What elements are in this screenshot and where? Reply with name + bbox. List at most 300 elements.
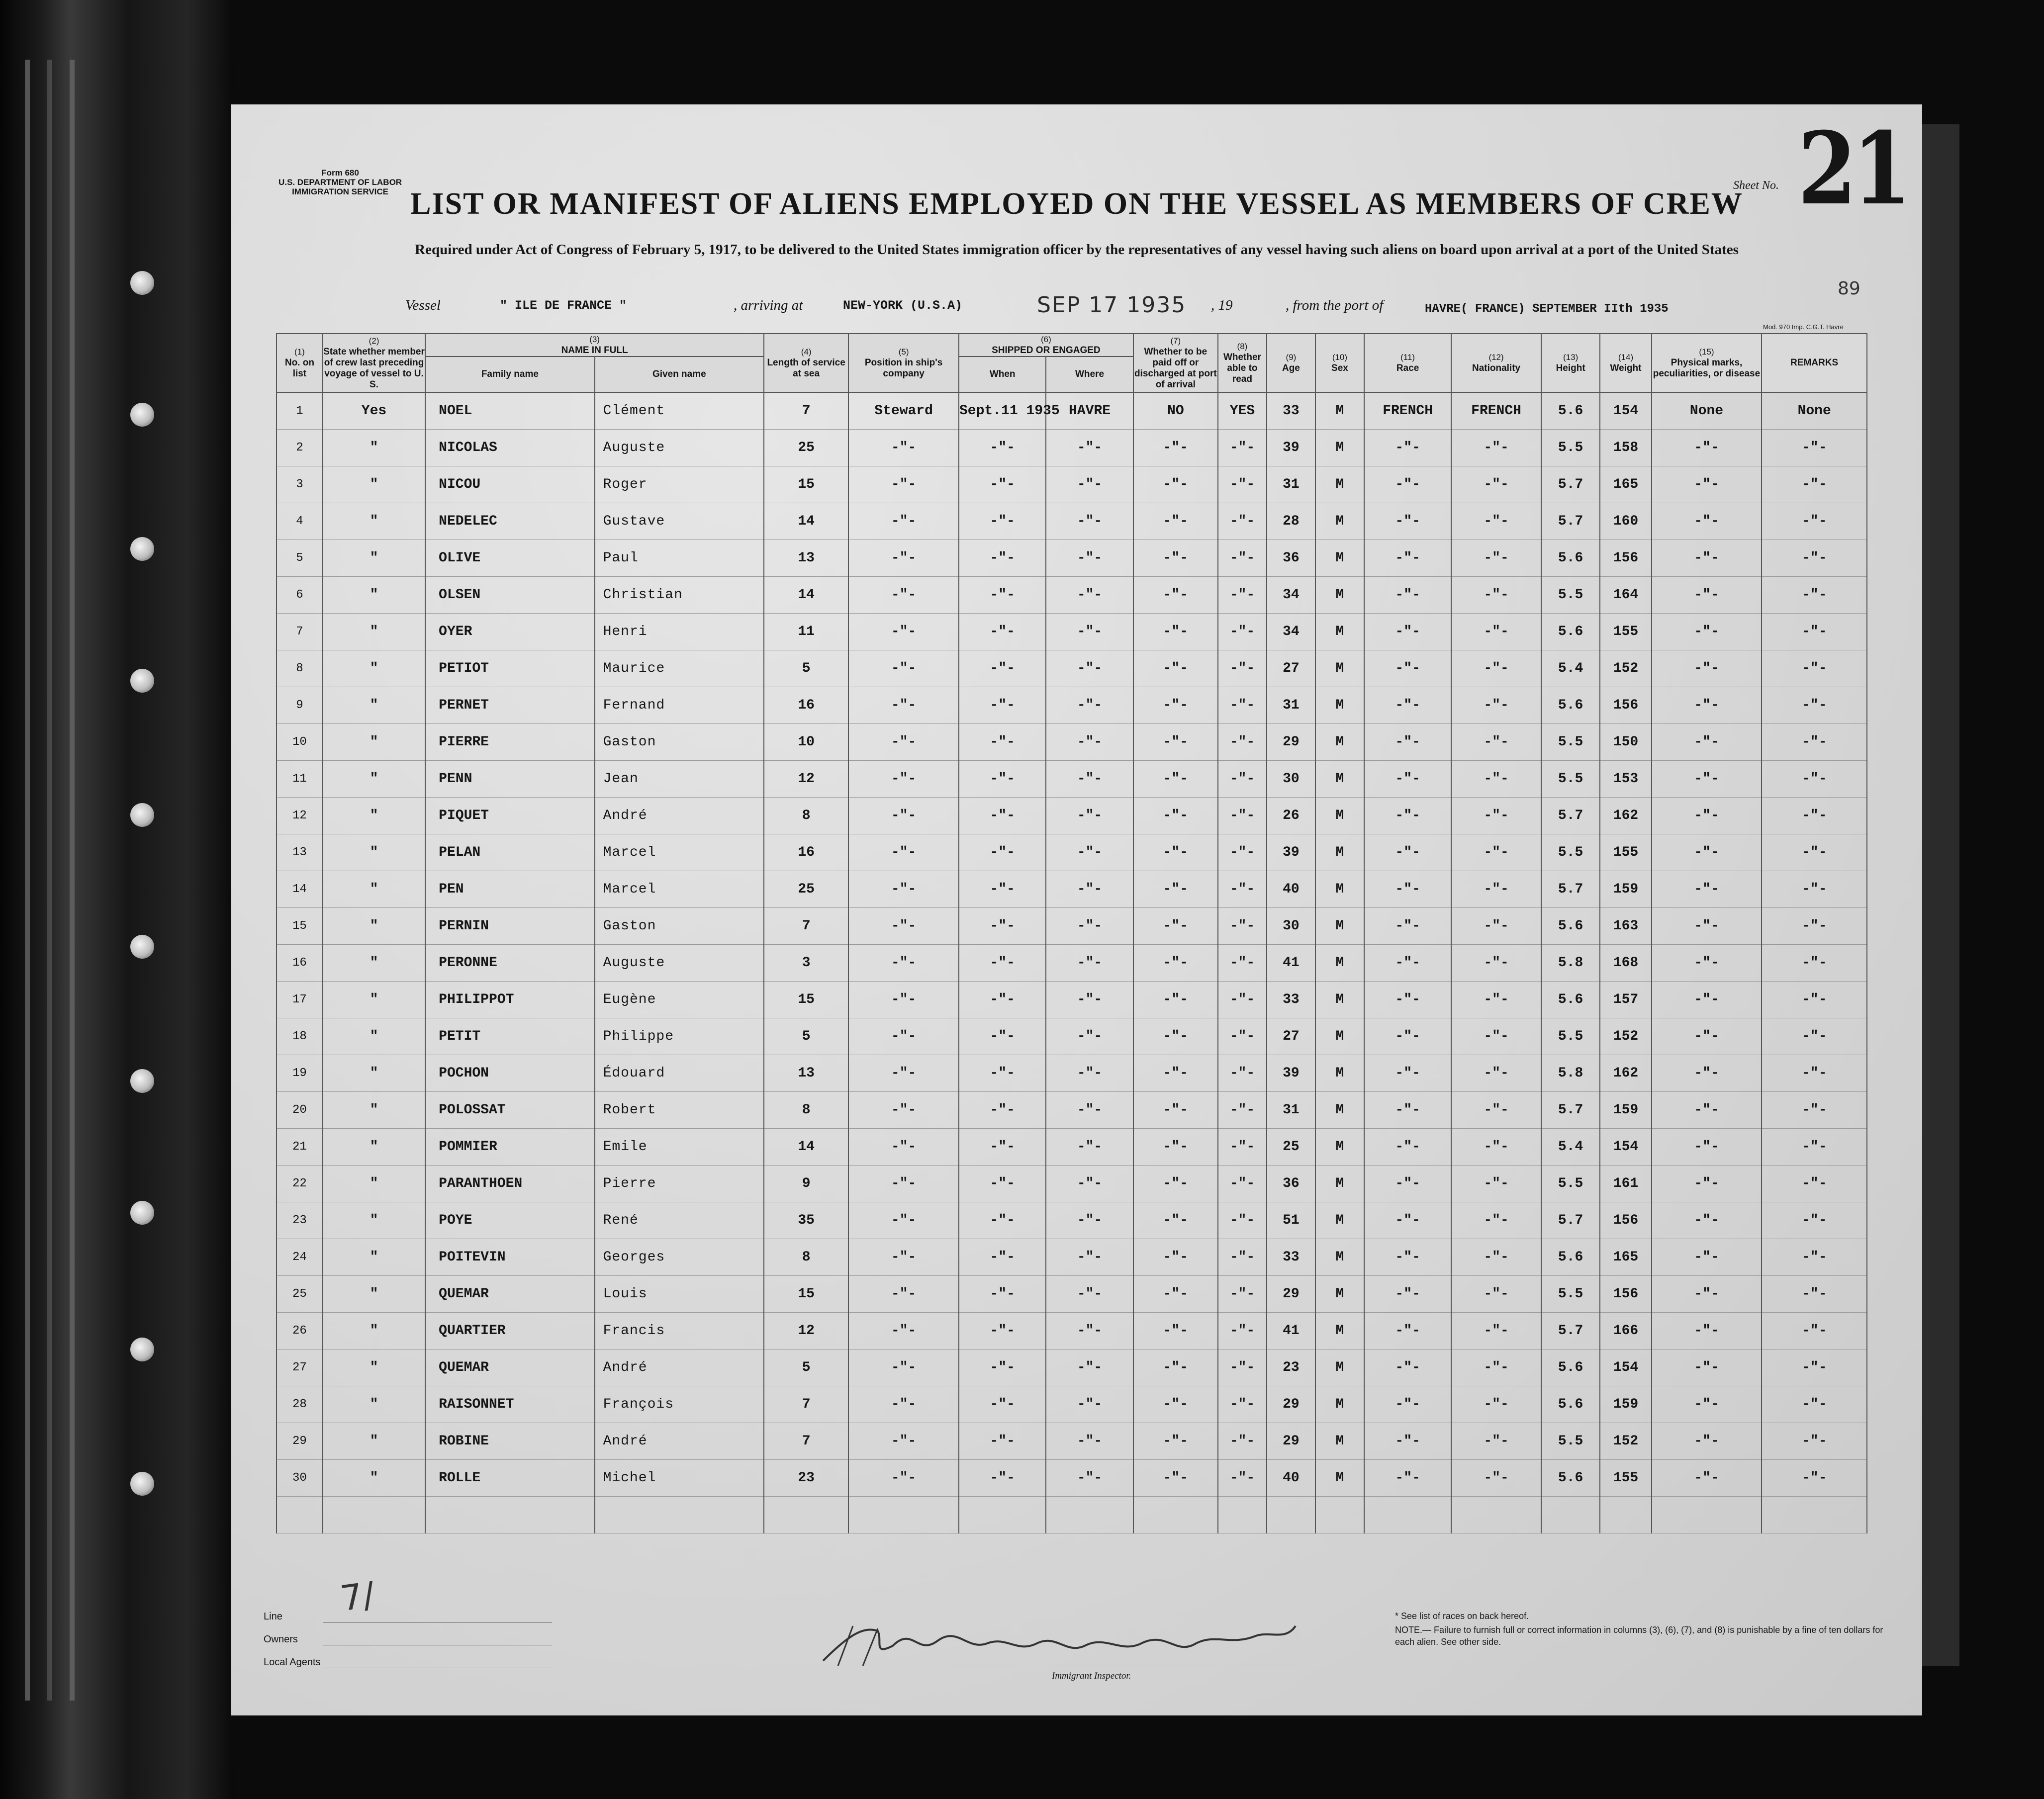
cell-prev-voyage: " bbox=[323, 871, 425, 908]
cell-race: -"- bbox=[1364, 1386, 1451, 1423]
cell-sex: M bbox=[1315, 1460, 1364, 1497]
cell-able-to-read: -"- bbox=[1218, 1018, 1267, 1055]
cell-nationality: -"- bbox=[1451, 1239, 1541, 1276]
cell-physical-marks: -"- bbox=[1652, 1129, 1762, 1166]
cell-paid-off: -"- bbox=[1133, 1129, 1218, 1166]
cell-paid-off: -"- bbox=[1133, 1460, 1218, 1497]
cell-height: 5.6 bbox=[1541, 540, 1600, 577]
cell-shipped-when: -"- bbox=[959, 1129, 1046, 1166]
cell-paid-off: -"- bbox=[1133, 982, 1218, 1018]
cell-able-to-read: -"- bbox=[1218, 650, 1267, 687]
cell-row-number: 7 bbox=[277, 614, 323, 650]
cell-nationality: -"- bbox=[1451, 614, 1541, 650]
cell-row-number: 19 bbox=[277, 1055, 323, 1092]
cell-position: -"- bbox=[848, 908, 959, 945]
cell-sex: M bbox=[1315, 614, 1364, 650]
cell-paid-off: -"- bbox=[1133, 1018, 1218, 1055]
table-row bbox=[277, 798, 1867, 834]
cell-row-number: 6 bbox=[277, 577, 323, 614]
cell-row-number: 13 bbox=[277, 834, 323, 871]
cell-shipped-where: -"- bbox=[1046, 945, 1133, 982]
cell-nationality: -"- bbox=[1451, 1129, 1541, 1166]
cell-service-length: 3 bbox=[764, 945, 848, 982]
cell-position: -"- bbox=[848, 1313, 959, 1349]
cell-able-to-read: -"- bbox=[1218, 503, 1267, 540]
header-col-6: (6) SHIPPED OR ENGAGED bbox=[959, 334, 1133, 357]
cell-physical-marks: -"- bbox=[1652, 1423, 1762, 1460]
empty-cell bbox=[1218, 1497, 1267, 1533]
cell-shipped-where: -"- bbox=[1046, 871, 1133, 908]
cell-physical-marks: -"- bbox=[1652, 1166, 1762, 1202]
cell-paid-off: -"- bbox=[1133, 1423, 1218, 1460]
cell-position: -"- bbox=[848, 1018, 959, 1055]
cell-paid-off: -"- bbox=[1133, 1055, 1218, 1092]
table-row bbox=[277, 724, 1867, 761]
cell-shipped-where: -"- bbox=[1046, 466, 1133, 503]
cell-shipped-where: HAVRE bbox=[1046, 392, 1133, 430]
cell-physical-marks: -"- bbox=[1652, 1092, 1762, 1129]
cell-nationality: -"- bbox=[1451, 1276, 1541, 1313]
cell-family-name: PETIOT bbox=[425, 650, 594, 687]
cell-remarks: -"- bbox=[1762, 650, 1867, 687]
cell-weight: 162 bbox=[1600, 1055, 1651, 1092]
cell-physical-marks: -"- bbox=[1652, 1386, 1762, 1423]
cell-shipped-where: -"- bbox=[1046, 1386, 1133, 1423]
cell-paid-off: -"- bbox=[1133, 650, 1218, 687]
cell-prev-voyage: " bbox=[323, 1202, 425, 1239]
cell-race: -"- bbox=[1364, 1239, 1451, 1276]
cell-service-length: 13 bbox=[764, 1055, 848, 1092]
cell-prev-voyage: " bbox=[323, 761, 425, 798]
cell-position: -"- bbox=[848, 724, 959, 761]
cell-sex: M bbox=[1315, 1276, 1364, 1313]
cell-shipped-where: -"- bbox=[1046, 1055, 1133, 1092]
cell-sex: M bbox=[1315, 577, 1364, 614]
cell-row-number: 22 bbox=[277, 1166, 323, 1202]
table-row bbox=[277, 945, 1867, 982]
cell-sex: M bbox=[1315, 761, 1364, 798]
cell-prev-voyage: " bbox=[323, 466, 425, 503]
cell-prev-voyage: " bbox=[323, 1129, 425, 1166]
cell-nationality: -"- bbox=[1451, 798, 1541, 834]
cell-family-name: NICOU bbox=[425, 466, 594, 503]
cell-able-to-read: -"- bbox=[1218, 982, 1267, 1018]
cell-shipped-when: -"- bbox=[959, 577, 1046, 614]
cell-sex: M bbox=[1315, 871, 1364, 908]
empty-cell bbox=[1364, 1497, 1451, 1533]
punch-hole bbox=[130, 1069, 154, 1093]
empty-cell bbox=[959, 1497, 1046, 1533]
cell-row-number: 2 bbox=[277, 430, 323, 466]
cell-height: 5.7 bbox=[1541, 1202, 1600, 1239]
cell-row-number: 27 bbox=[277, 1349, 323, 1386]
cell-given-name: Henri bbox=[595, 614, 764, 650]
empty-cell bbox=[1541, 1497, 1600, 1533]
binder-edge bbox=[0, 0, 234, 1799]
cell-weight: 165 bbox=[1600, 466, 1651, 503]
cell-shipped-where: -"- bbox=[1046, 577, 1133, 614]
cell-weight: 162 bbox=[1600, 798, 1651, 834]
cell-shipped-where: -"- bbox=[1046, 1129, 1133, 1166]
cell-shipped-when: -"- bbox=[959, 724, 1046, 761]
cell-remarks: None bbox=[1762, 392, 1867, 430]
cell-physical-marks: -"- bbox=[1652, 761, 1762, 798]
table-row bbox=[277, 466, 1867, 503]
cell-remarks: -"- bbox=[1762, 614, 1867, 650]
cell-paid-off: -"- bbox=[1133, 687, 1218, 724]
cell-prev-voyage: " bbox=[323, 1313, 425, 1349]
cell-weight: 156 bbox=[1600, 687, 1651, 724]
cell-given-name: Emile bbox=[595, 1129, 764, 1166]
cell-race: -"- bbox=[1364, 540, 1451, 577]
cell-height: 5.5 bbox=[1541, 834, 1600, 871]
empty-cell bbox=[1652, 1497, 1762, 1533]
cell-remarks: -"- bbox=[1762, 1092, 1867, 1129]
cell-height: 5.8 bbox=[1541, 945, 1600, 982]
cell-row-number: 30 bbox=[277, 1460, 323, 1497]
cell-age: 29 bbox=[1267, 1423, 1315, 1460]
cell-age: 27 bbox=[1267, 1018, 1315, 1055]
cell-shipped-when: -"- bbox=[959, 466, 1046, 503]
cell-paid-off: -"- bbox=[1133, 871, 1218, 908]
cell-shipped-when: -"- bbox=[959, 1202, 1046, 1239]
agents-field bbox=[264, 1657, 321, 1680]
cell-paid-off: -"- bbox=[1133, 798, 1218, 834]
cell-nationality: -"- bbox=[1451, 1055, 1541, 1092]
cell-shipped-where: -"- bbox=[1046, 1239, 1133, 1276]
table-row bbox=[277, 1166, 1867, 1202]
cell-physical-marks: -"- bbox=[1652, 1055, 1762, 1092]
cell-position: -"- bbox=[848, 540, 959, 577]
cell-able-to-read: -"- bbox=[1218, 871, 1267, 908]
cell-able-to-read: -"- bbox=[1218, 945, 1267, 982]
cell-given-name: Marcel bbox=[595, 834, 764, 871]
cell-sex: M bbox=[1315, 1386, 1364, 1423]
owners-label: Owners bbox=[264, 1634, 298, 1645]
cell-service-length: 12 bbox=[764, 761, 848, 798]
cell-age: 33 bbox=[1267, 1239, 1315, 1276]
cell-weight: 152 bbox=[1600, 650, 1651, 687]
cell-age: 36 bbox=[1267, 540, 1315, 577]
cell-weight: 155 bbox=[1600, 834, 1651, 871]
departure-port: HAVRE( FRANCE) SEPTEMBER IIth 1935 bbox=[1425, 302, 1669, 316]
cell-paid-off: -"- bbox=[1133, 1092, 1218, 1129]
cell-weight: 159 bbox=[1600, 1092, 1651, 1129]
cell-weight: 156 bbox=[1600, 1202, 1651, 1239]
cell-given-name: Jean bbox=[595, 761, 764, 798]
cell-weight: 156 bbox=[1600, 540, 1651, 577]
cell-physical-marks: -"- bbox=[1652, 430, 1762, 466]
cell-able-to-read: -"- bbox=[1218, 1313, 1267, 1349]
cell-given-name: Roger bbox=[595, 466, 764, 503]
cell-nationality: -"- bbox=[1451, 430, 1541, 466]
cell-nationality: -"- bbox=[1451, 724, 1541, 761]
empty-cell bbox=[1762, 1497, 1867, 1533]
cell-shipped-when: -"- bbox=[959, 1239, 1046, 1276]
cell-family-name: PIQUET bbox=[425, 798, 594, 834]
cell-remarks: -"- bbox=[1762, 761, 1867, 798]
cell-able-to-read: -"- bbox=[1218, 614, 1267, 650]
cell-paid-off: -"- bbox=[1133, 1276, 1218, 1313]
cell-height: 5.5 bbox=[1541, 1018, 1600, 1055]
cell-position: -"- bbox=[848, 1129, 959, 1166]
cell-given-name: René bbox=[595, 1202, 764, 1239]
cell-given-name: Louis bbox=[595, 1276, 764, 1313]
cell-age: 33 bbox=[1267, 392, 1315, 430]
cell-paid-off: -"- bbox=[1133, 1202, 1218, 1239]
cell-sex: M bbox=[1315, 945, 1364, 982]
cell-position: -"- bbox=[848, 577, 959, 614]
header-col-15: (15) Physical marks, peculiarities, or disease bbox=[1652, 334, 1762, 392]
page-title: LIST OR MANIFEST OF ALIENS EMPLOYED ON THE VESSEL AS MEMBERS OF CREW bbox=[410, 187, 1743, 221]
cell-given-name: Paul bbox=[595, 540, 764, 577]
cell-shipped-where: -"- bbox=[1046, 982, 1133, 1018]
cell-given-name: Eugène bbox=[595, 982, 764, 1018]
cell-height: 5.6 bbox=[1541, 614, 1600, 650]
cell-prev-voyage: " bbox=[323, 1055, 425, 1092]
cell-paid-off: -"- bbox=[1133, 834, 1218, 871]
cell-row-number: 17 bbox=[277, 982, 323, 1018]
cell-position: -"- bbox=[848, 798, 959, 834]
cell-sex: M bbox=[1315, 1423, 1364, 1460]
header-shipped-where: Where bbox=[1046, 357, 1133, 392]
cell-row-number: 8 bbox=[277, 650, 323, 687]
cell-position: -"- bbox=[848, 945, 959, 982]
cell-given-name: Pierre bbox=[595, 1166, 764, 1202]
cell-shipped-where: -"- bbox=[1046, 687, 1133, 724]
cell-age: 39 bbox=[1267, 430, 1315, 466]
cell-shipped-when: -"- bbox=[959, 540, 1046, 577]
cell-given-name: François bbox=[595, 1386, 764, 1423]
cell-able-to-read: -"- bbox=[1218, 1202, 1267, 1239]
cell-height: 5.7 bbox=[1541, 1092, 1600, 1129]
cell-given-name: Philippe bbox=[595, 1018, 764, 1055]
binder-page-edge bbox=[25, 60, 30, 1701]
cell-weight: 152 bbox=[1600, 1423, 1651, 1460]
cell-weight: 160 bbox=[1600, 503, 1651, 540]
cell-remarks: -"- bbox=[1762, 908, 1867, 945]
header-col-14: (14) Weight bbox=[1600, 334, 1651, 392]
cell-given-name: Gaston bbox=[595, 908, 764, 945]
cell-race: -"- bbox=[1364, 577, 1451, 614]
agents-label: Local Agents bbox=[264, 1657, 321, 1668]
cell-family-name: PERNET bbox=[425, 687, 594, 724]
cell-race: -"- bbox=[1364, 1423, 1451, 1460]
cell-family-name: QUARTIER bbox=[425, 1313, 594, 1349]
table-row bbox=[277, 1129, 1867, 1166]
cell-physical-marks: None bbox=[1652, 392, 1762, 430]
table-row bbox=[277, 1313, 1867, 1349]
cell-sex: M bbox=[1315, 1202, 1364, 1239]
cell-row-number: 16 bbox=[277, 945, 323, 982]
table-row bbox=[277, 392, 1867, 430]
cell-race: -"- bbox=[1364, 430, 1451, 466]
cell-family-name: PARANTHOEN bbox=[425, 1166, 594, 1202]
table-row bbox=[277, 761, 1867, 798]
table-row bbox=[277, 834, 1867, 871]
cell-physical-marks: -"- bbox=[1652, 1313, 1762, 1349]
cell-age: 25 bbox=[1267, 1129, 1315, 1166]
cell-family-name: OLSEN bbox=[425, 577, 594, 614]
cell-prev-voyage: " bbox=[323, 798, 425, 834]
cell-race: -"- bbox=[1364, 503, 1451, 540]
cell-age: 30 bbox=[1267, 761, 1315, 798]
cell-shipped-where: -"- bbox=[1046, 724, 1133, 761]
cell-race: FRENCH bbox=[1364, 392, 1451, 430]
cell-position: -"- bbox=[848, 1055, 959, 1092]
cell-prev-voyage: " bbox=[323, 1423, 425, 1460]
cell-able-to-read: -"- bbox=[1218, 1460, 1267, 1497]
cell-weight: 159 bbox=[1600, 871, 1651, 908]
cell-physical-marks: -"- bbox=[1652, 466, 1762, 503]
cell-family-name: PETIT bbox=[425, 1018, 594, 1055]
cell-position: -"- bbox=[848, 1239, 959, 1276]
cell-remarks: -"- bbox=[1762, 1239, 1867, 1276]
cell-position: -"- bbox=[848, 1460, 959, 1497]
cell-nationality: -"- bbox=[1451, 687, 1541, 724]
table-row bbox=[277, 503, 1867, 540]
cell-physical-marks: -"- bbox=[1652, 687, 1762, 724]
cell-nationality: -"- bbox=[1451, 1460, 1541, 1497]
header-col-5: (5) Position in ship's company bbox=[848, 334, 959, 392]
cell-able-to-read: -"- bbox=[1218, 430, 1267, 466]
table-row bbox=[277, 1055, 1867, 1092]
cell-paid-off: -"- bbox=[1133, 466, 1218, 503]
cell-remarks: -"- bbox=[1762, 871, 1867, 908]
cell-sex: M bbox=[1315, 724, 1364, 761]
table-row bbox=[277, 430, 1867, 466]
cell-able-to-read: -"- bbox=[1218, 1276, 1267, 1313]
cell-height: 5.5 bbox=[1541, 430, 1600, 466]
table-row bbox=[277, 1386, 1867, 1423]
cell-sex: M bbox=[1315, 503, 1364, 540]
cell-row-number: 5 bbox=[277, 540, 323, 577]
cell-able-to-read: -"- bbox=[1218, 724, 1267, 761]
table-row bbox=[277, 577, 1867, 614]
cell-prev-voyage: " bbox=[323, 908, 425, 945]
cell-age: 36 bbox=[1267, 1166, 1315, 1202]
cell-row-number: 1 bbox=[277, 392, 323, 430]
cell-remarks: -"- bbox=[1762, 982, 1867, 1018]
header-col-11: (11) Race bbox=[1364, 334, 1451, 392]
cell-row-number: 12 bbox=[277, 798, 323, 834]
header-col-10: (10) Sex bbox=[1315, 334, 1364, 392]
arriving-label: , arriving at bbox=[734, 297, 803, 313]
cell-shipped-when: -"- bbox=[959, 1349, 1046, 1386]
cell-prev-voyage: " bbox=[323, 1239, 425, 1276]
table-row bbox=[277, 1202, 1867, 1239]
cell-race: -"- bbox=[1364, 908, 1451, 945]
cell-nationality: -"- bbox=[1451, 1092, 1541, 1129]
cell-remarks: -"- bbox=[1762, 1055, 1867, 1092]
cell-row-number: 26 bbox=[277, 1313, 323, 1349]
cell-nationality: -"- bbox=[1451, 761, 1541, 798]
cell-remarks: -"- bbox=[1762, 945, 1867, 982]
races-note: * See list of races on back hereof. bbox=[1395, 1611, 1529, 1621]
cell-height: 5.6 bbox=[1541, 1239, 1600, 1276]
cell-shipped-where: -"- bbox=[1046, 540, 1133, 577]
table-row bbox=[277, 1423, 1867, 1460]
punch-hole bbox=[130, 537, 154, 561]
cell-family-name: POLOSSAT bbox=[425, 1092, 594, 1129]
cell-paid-off: -"- bbox=[1133, 1239, 1218, 1276]
cell-service-length: 16 bbox=[764, 687, 848, 724]
cell-weight: 154 bbox=[1600, 392, 1651, 430]
cell-family-name: POMMIER bbox=[425, 1129, 594, 1166]
empty-cell bbox=[595, 1497, 764, 1533]
cell-nationality: -"- bbox=[1451, 945, 1541, 982]
header-col-3: (3) NAME IN FULL bbox=[425, 334, 764, 357]
cell-position: -"- bbox=[848, 761, 959, 798]
cell-sex: M bbox=[1315, 1129, 1364, 1166]
cell-height: 5.7 bbox=[1541, 1313, 1600, 1349]
cell-nationality: -"- bbox=[1451, 1349, 1541, 1386]
cell-position: -"- bbox=[848, 1386, 959, 1423]
cell-row-number: 9 bbox=[277, 687, 323, 724]
cell-sex: M bbox=[1315, 650, 1364, 687]
cell-remarks: -"- bbox=[1762, 1018, 1867, 1055]
cell-able-to-read: -"- bbox=[1218, 1166, 1267, 1202]
cell-service-length: 7 bbox=[764, 392, 848, 430]
cell-given-name: Georges bbox=[595, 1239, 764, 1276]
page-subtitle: Required under Act of Congress of February 5, 1917, to be delivered to the United States immigration officer by the representatives of any vessel having such aliens on board upon arrival at a port of the United States bbox=[415, 242, 1739, 258]
inspector-signature bbox=[818, 1616, 1305, 1676]
cell-height: 5.6 bbox=[1541, 1386, 1600, 1423]
sheet-label: Sheet No. bbox=[1733, 179, 1779, 192]
cell-weight: 150 bbox=[1600, 724, 1651, 761]
cell-able-to-read: -"- bbox=[1218, 798, 1267, 834]
punch-hole bbox=[130, 935, 154, 959]
cell-weight: 155 bbox=[1600, 614, 1651, 650]
cell-position: -"- bbox=[848, 834, 959, 871]
cell-sex: M bbox=[1315, 392, 1364, 430]
cell-sex: M bbox=[1315, 1092, 1364, 1129]
cell-age: 33 bbox=[1267, 982, 1315, 1018]
cell-age: 40 bbox=[1267, 1460, 1315, 1497]
cell-shipped-when: -"- bbox=[959, 1276, 1046, 1313]
cell-race: -"- bbox=[1364, 945, 1451, 982]
cell-prev-voyage: " bbox=[323, 724, 425, 761]
year-label: , 19 bbox=[1211, 297, 1233, 313]
empty-cell bbox=[1267, 1497, 1315, 1533]
empty-cell bbox=[1451, 1497, 1541, 1533]
cell-prev-voyage: " bbox=[323, 430, 425, 466]
handwritten-mark: 7/ bbox=[338, 1574, 377, 1619]
cell-given-name: Auguste bbox=[595, 430, 764, 466]
cell-physical-marks: -"- bbox=[1652, 650, 1762, 687]
cell-race: -"- bbox=[1364, 798, 1451, 834]
cell-sex: M bbox=[1315, 1018, 1364, 1055]
cell-position: -"- bbox=[848, 1276, 959, 1313]
table-row bbox=[277, 540, 1867, 577]
cell-age: 29 bbox=[1267, 724, 1315, 761]
cell-physical-marks: -"- bbox=[1652, 908, 1762, 945]
cell-able-to-read: -"- bbox=[1218, 1092, 1267, 1129]
cell-given-name: Clément bbox=[595, 392, 764, 430]
cell-family-name: QUEMAR bbox=[425, 1276, 594, 1313]
empty-cell bbox=[1600, 1497, 1651, 1533]
cell-sex: M bbox=[1315, 540, 1364, 577]
cell-race: -"- bbox=[1364, 1276, 1451, 1313]
header-col-8: (8) Whether able to read bbox=[1218, 334, 1267, 392]
cell-paid-off: -"- bbox=[1133, 503, 1218, 540]
cell-remarks: -"- bbox=[1762, 834, 1867, 871]
cell-family-name: QUEMAR bbox=[425, 1349, 594, 1386]
cell-remarks: -"- bbox=[1762, 798, 1867, 834]
cell-service-length: 35 bbox=[764, 1202, 848, 1239]
cell-race: -"- bbox=[1364, 761, 1451, 798]
cell-age: 34 bbox=[1267, 614, 1315, 650]
